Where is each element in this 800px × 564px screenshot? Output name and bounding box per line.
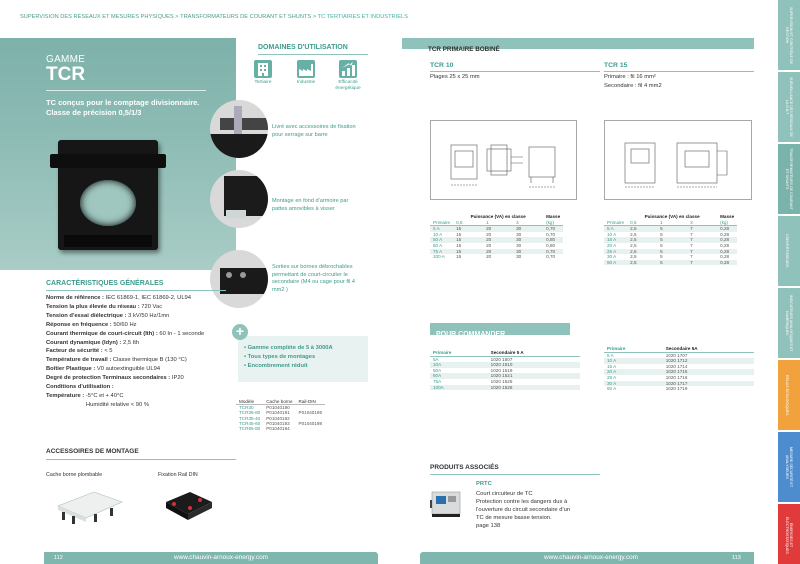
table-row: 100A 1020 1526	[430, 385, 580, 391]
feature-text-2: Montage en fond d'armoire par pattes amovibles à visser	[272, 198, 349, 212]
table-row: TCR30 P01040190	[239, 405, 290, 411]
domaine-industrie: Industrie	[296, 80, 316, 85]
table-row: 100 A 15 20 30 0,70	[433, 254, 556, 260]
factory-icon	[297, 60, 315, 78]
table-row: 25 A 1020 1716	[607, 374, 688, 380]
crumb-part2: TRANSFORMATEURS DE COURANT ET SHUNTS	[180, 14, 312, 20]
accessoire-rail-din: Fixation Rail DIN	[158, 472, 198, 478]
table-row: 20 A 1020 1715	[604, 369, 754, 375]
table-row: 10 A 1020 1712	[604, 358, 754, 364]
tcr10-drawing	[430, 120, 577, 200]
side-tab-relais[interactable]: RELAIS ÉCOLOGIQUES	[778, 360, 800, 430]
commander-header	[430, 323, 570, 338]
side-tab-supervision[interactable]: SUPERVISION ET CONTRÔLE DE GESTION	[778, 0, 800, 70]
tcr15-line1: Primaire : fil 16 mm²	[604, 74, 656, 80]
table-row: 10 A 15 20 30 0,70	[433, 231, 556, 237]
order-table-tcr10: Primaire Secondaire 5 A 5A 1020 1507 10A 1020 1510 50A 1020 1519 60A 1020 1521 75A 1020 1525 100A 1020 1526	[430, 350, 580, 390]
tcr15-drawing	[604, 120, 752, 200]
table-row: 60A 1020 1521	[430, 373, 580, 379]
side-tab-convertisseurs[interactable]: CONVERTISSEURS	[778, 216, 800, 286]
domaine-efficacite: Efficacité énergétique	[335, 80, 361, 91]
cache-borne-image	[54, 486, 126, 526]
table-row: 50 A 1020 1719	[607, 386, 688, 392]
accessoires-divider	[46, 459, 236, 460]
crumb-sep: >	[173, 14, 181, 20]
table-row: 75 A 15 20 30 0,70	[430, 249, 563, 255]
crumb-part3: TC TERTIAIRES ET INDUSTRIELS	[317, 14, 408, 20]
feature-photo-bar-fixing	[210, 100, 268, 158]
gamme-label: GAMME	[46, 54, 86, 65]
table-row: 5A 1020 1507	[433, 356, 513, 362]
right-header-title: TCR PRIMAIRE BOBINÉ	[428, 46, 500, 53]
accessoires-title: ACCESSOIRES DE MONTAGE	[46, 448, 139, 455]
tcr10-line1: Plages 25 x 25 mm	[430, 74, 480, 80]
domaines-title: DOMAINES D'UTILISATION	[258, 44, 348, 51]
char-row: Courant dynamique (Idyn) : 2,5 Ith	[46, 339, 140, 346]
table-row: 5 A 1020 1707	[607, 352, 688, 358]
table-row: 15 A 1020 1714	[607, 363, 688, 369]
highlight-3: • Encombrement réduit	[244, 363, 308, 369]
char-row: Boîtier Plastique : V0 autoextinguible UL94	[46, 366, 161, 373]
table-row: 50A 1020 1519	[433, 367, 513, 373]
char-row: Degré de protection Terminaux secondaires : IP20	[46, 375, 184, 382]
char-row: Courant thermique de court-circuit (Ith) : 60 In - 1 seconde	[46, 330, 205, 337]
side-tab-mesure[interactable]: MESURE SÉCURITÉ ET ANALYSEURS	[778, 432, 800, 502]
tcr10-power-table: Puissance (VA) en classe Masse Primaire 0,5 1 3 (kg) 5 A 15 20 30 0,70 10 A 15 20 30 0,70 50 A 15 20 30 0,80 60 A 15 20 30 0,80 75 A 15 20 30 0,70 100 A 15 20 30 0,70	[430, 214, 563, 260]
char-row: Température de travail : Classe thermique B (130 °C)	[46, 357, 187, 364]
caracteristiques-divider	[46, 290, 226, 291]
rail-din-image	[160, 486, 216, 526]
char-row: Tension d'essai diélectrique : 3 kV/50 Hz/1mn	[46, 312, 170, 319]
table-row: 5 A 2,5 5 7 0,28	[604, 226, 737, 232]
table-row: 60 A 15 20 30 0,80	[433, 242, 556, 248]
energy-efficiency-icon	[339, 60, 357, 78]
prtc-product-image	[428, 486, 464, 520]
produits-title: PRODUITS ASSOCIÉS	[430, 464, 499, 471]
highlights-box	[238, 336, 368, 382]
accessoire-cache-borne: Cache borne plombable	[46, 472, 103, 478]
side-tab-surveillance[interactable]: SURVEILLANCE DES RÉSEAUX DE LA G.B.T	[778, 72, 800, 142]
subtitle-line1: TC conçus pour le comptage divisionnaire.	[46, 98, 200, 107]
domaine-tertiaire: Tertiaire	[254, 80, 272, 85]
tcr-product-image	[58, 140, 158, 250]
table-row: 75A 1020 1525	[433, 378, 513, 384]
char-row: Facteur de sécurité : < 5	[46, 348, 113, 355]
plus-icon: +	[232, 324, 248, 340]
building-icon	[254, 60, 272, 78]
tcr10-divider	[430, 71, 600, 72]
crumb-part1: SUPERVISION DES RÉSEAUX ET MESURES PHYSIQUES	[20, 14, 174, 20]
caracteristiques-list	[46, 294, 246, 410]
feature-photo-panel-mount	[210, 170, 268, 228]
domaines-divider	[258, 54, 368, 55]
table-row: 50 A 2,5 5 7 0,28	[604, 260, 737, 266]
table-row: TCR35-40 P01040192	[239, 415, 290, 421]
char-row: Humidité relative < 90 %	[86, 401, 149, 408]
highlight-2: • Tous types de montages	[244, 354, 316, 360]
product-name: TCR	[46, 64, 86, 85]
highlight-1: • Gamme complète de 5 à 3000A	[244, 345, 333, 351]
side-tab-transformateurs[interactable]: TRANSFORMATEURS DE COURANT ET SHUNTS	[778, 144, 800, 214]
table-row: 10A 1020 1510	[430, 362, 580, 368]
right-header-bar	[402, 38, 754, 53]
table-row: TCR65-80 P01040194	[239, 426, 290, 432]
feature-text-1: Livré avec accessoires de fixation pour serrage sur barre	[272, 124, 356, 138]
subtitle-line2: Classe de précision 0,5/1/3	[46, 108, 142, 117]
footer-url-right[interactable]: www.chauvin-arnoux-energy.com	[544, 554, 639, 561]
footer-left	[44, 552, 378, 564]
table-row: 5 A 15 20 30 0,70	[430, 226, 563, 232]
prtc-name[interactable]: PRTC	[476, 481, 492, 487]
tcr15-power-table: Puissance (VA) en classe Masse Primaire 0,5 1 3 (kg) 5 A 2,5 5 7 0,28 10 A 2,5 5 7 0,28 15 A 2,5 5 7 0,28 20 A 2,5 5 7 0,28 25 A 2,5 5 7 0,28 30 A 2,5 5 7 0,28 50 A 2,5 5 7 0,28	[604, 214, 737, 265]
tcr15-title: TCR 15	[604, 62, 628, 69]
side-tab-energies[interactable]: ÉNERGIES ET ÉLECTROSTATIQUES	[778, 504, 800, 564]
table-row: 25 A 2,5 5 7 0,28	[604, 249, 737, 255]
char-row: Température : -5°C et + 40°C	[46, 392, 124, 399]
models-table: Modèle Cache borne Rail-DIN TCR30 P01040190 TCR35-80 P01040191 P01040195 TCR35-40 P01040192 TCR45-60 P01040193 P01040198 TCR65-80 P01040194	[236, 399, 325, 431]
table-row: 50 A 15 20 30 0,80	[430, 237, 563, 243]
tcr15-divider	[604, 71, 754, 72]
char-row: Tension la plus élevée du réseau : 720 Vac	[46, 303, 163, 310]
footer-url-left[interactable]: www.chauvin-arnoux-energy.com	[174, 554, 269, 561]
char-row: Norme de référence : IEC 61869-1, IEC 61869-2, UL94	[46, 295, 192, 301]
crumb-sep: >	[311, 14, 318, 20]
table-row: 15 A 2,5 5 7 0,28	[604, 237, 737, 243]
table-row: 10 A 2,5 5 7 0,28	[607, 231, 730, 237]
page-number-right: 113	[732, 555, 741, 561]
commander-title: POUR COMMANDER	[436, 331, 506, 338]
table-row: 30 A 1020 1717	[604, 381, 754, 387]
order-table-tcr15: Primaire Secondaire 5A 5 A 1020 1707 10 A 1020 1712 15 A 1020 1714 20 A 1020 1715 25 A 1020 1716 30 A 1020 1717 50 A 1020 1719	[604, 346, 754, 392]
side-tab-indicateurs[interactable]: INDICATEURS ANALOGIQUES ET NUMÉRIQUES	[778, 288, 800, 358]
footer-right	[420, 552, 754, 564]
caracteristiques-title: CARACTÉRISTIQUES GÉNÉRALES	[46, 280, 164, 287]
char-row: Conditions d'utilisation :	[46, 384, 114, 391]
prtc-description: Court circuiteur de TC Protection contre les dangers dus à l'ouverture du circuit secondaire d'un TC de mesure basse tension. page 138	[476, 491, 571, 529]
table-row: 30 A 2,5 5 7 0,28	[607, 254, 730, 260]
breadcrumb	[20, 14, 408, 20]
feature-text-3: Sorties sur bornes débrochables permettant de court-circuiter le secondaire (M4 ou cage pour fil 4 mm2 )	[272, 264, 356, 293]
char-row: Réponse en fréquence : 50/60 Hz	[46, 321, 137, 328]
produits-divider	[430, 474, 600, 475]
table-row: 20 A 2,5 5 7 0,28	[607, 242, 730, 248]
table-row: TCR35-80 P01040191 P01040195	[239, 410, 323, 416]
tcr15-line2: Secondaire : fil 4 mm2	[604, 83, 662, 89]
page-number-left: 112	[54, 555, 63, 561]
table-row: TCR45-60 P01040193 P01040198	[239, 420, 323, 426]
hero-divider	[46, 90, 206, 91]
tcr10-title: TCR 10	[430, 62, 454, 69]
hero-subtitle	[46, 98, 226, 118]
